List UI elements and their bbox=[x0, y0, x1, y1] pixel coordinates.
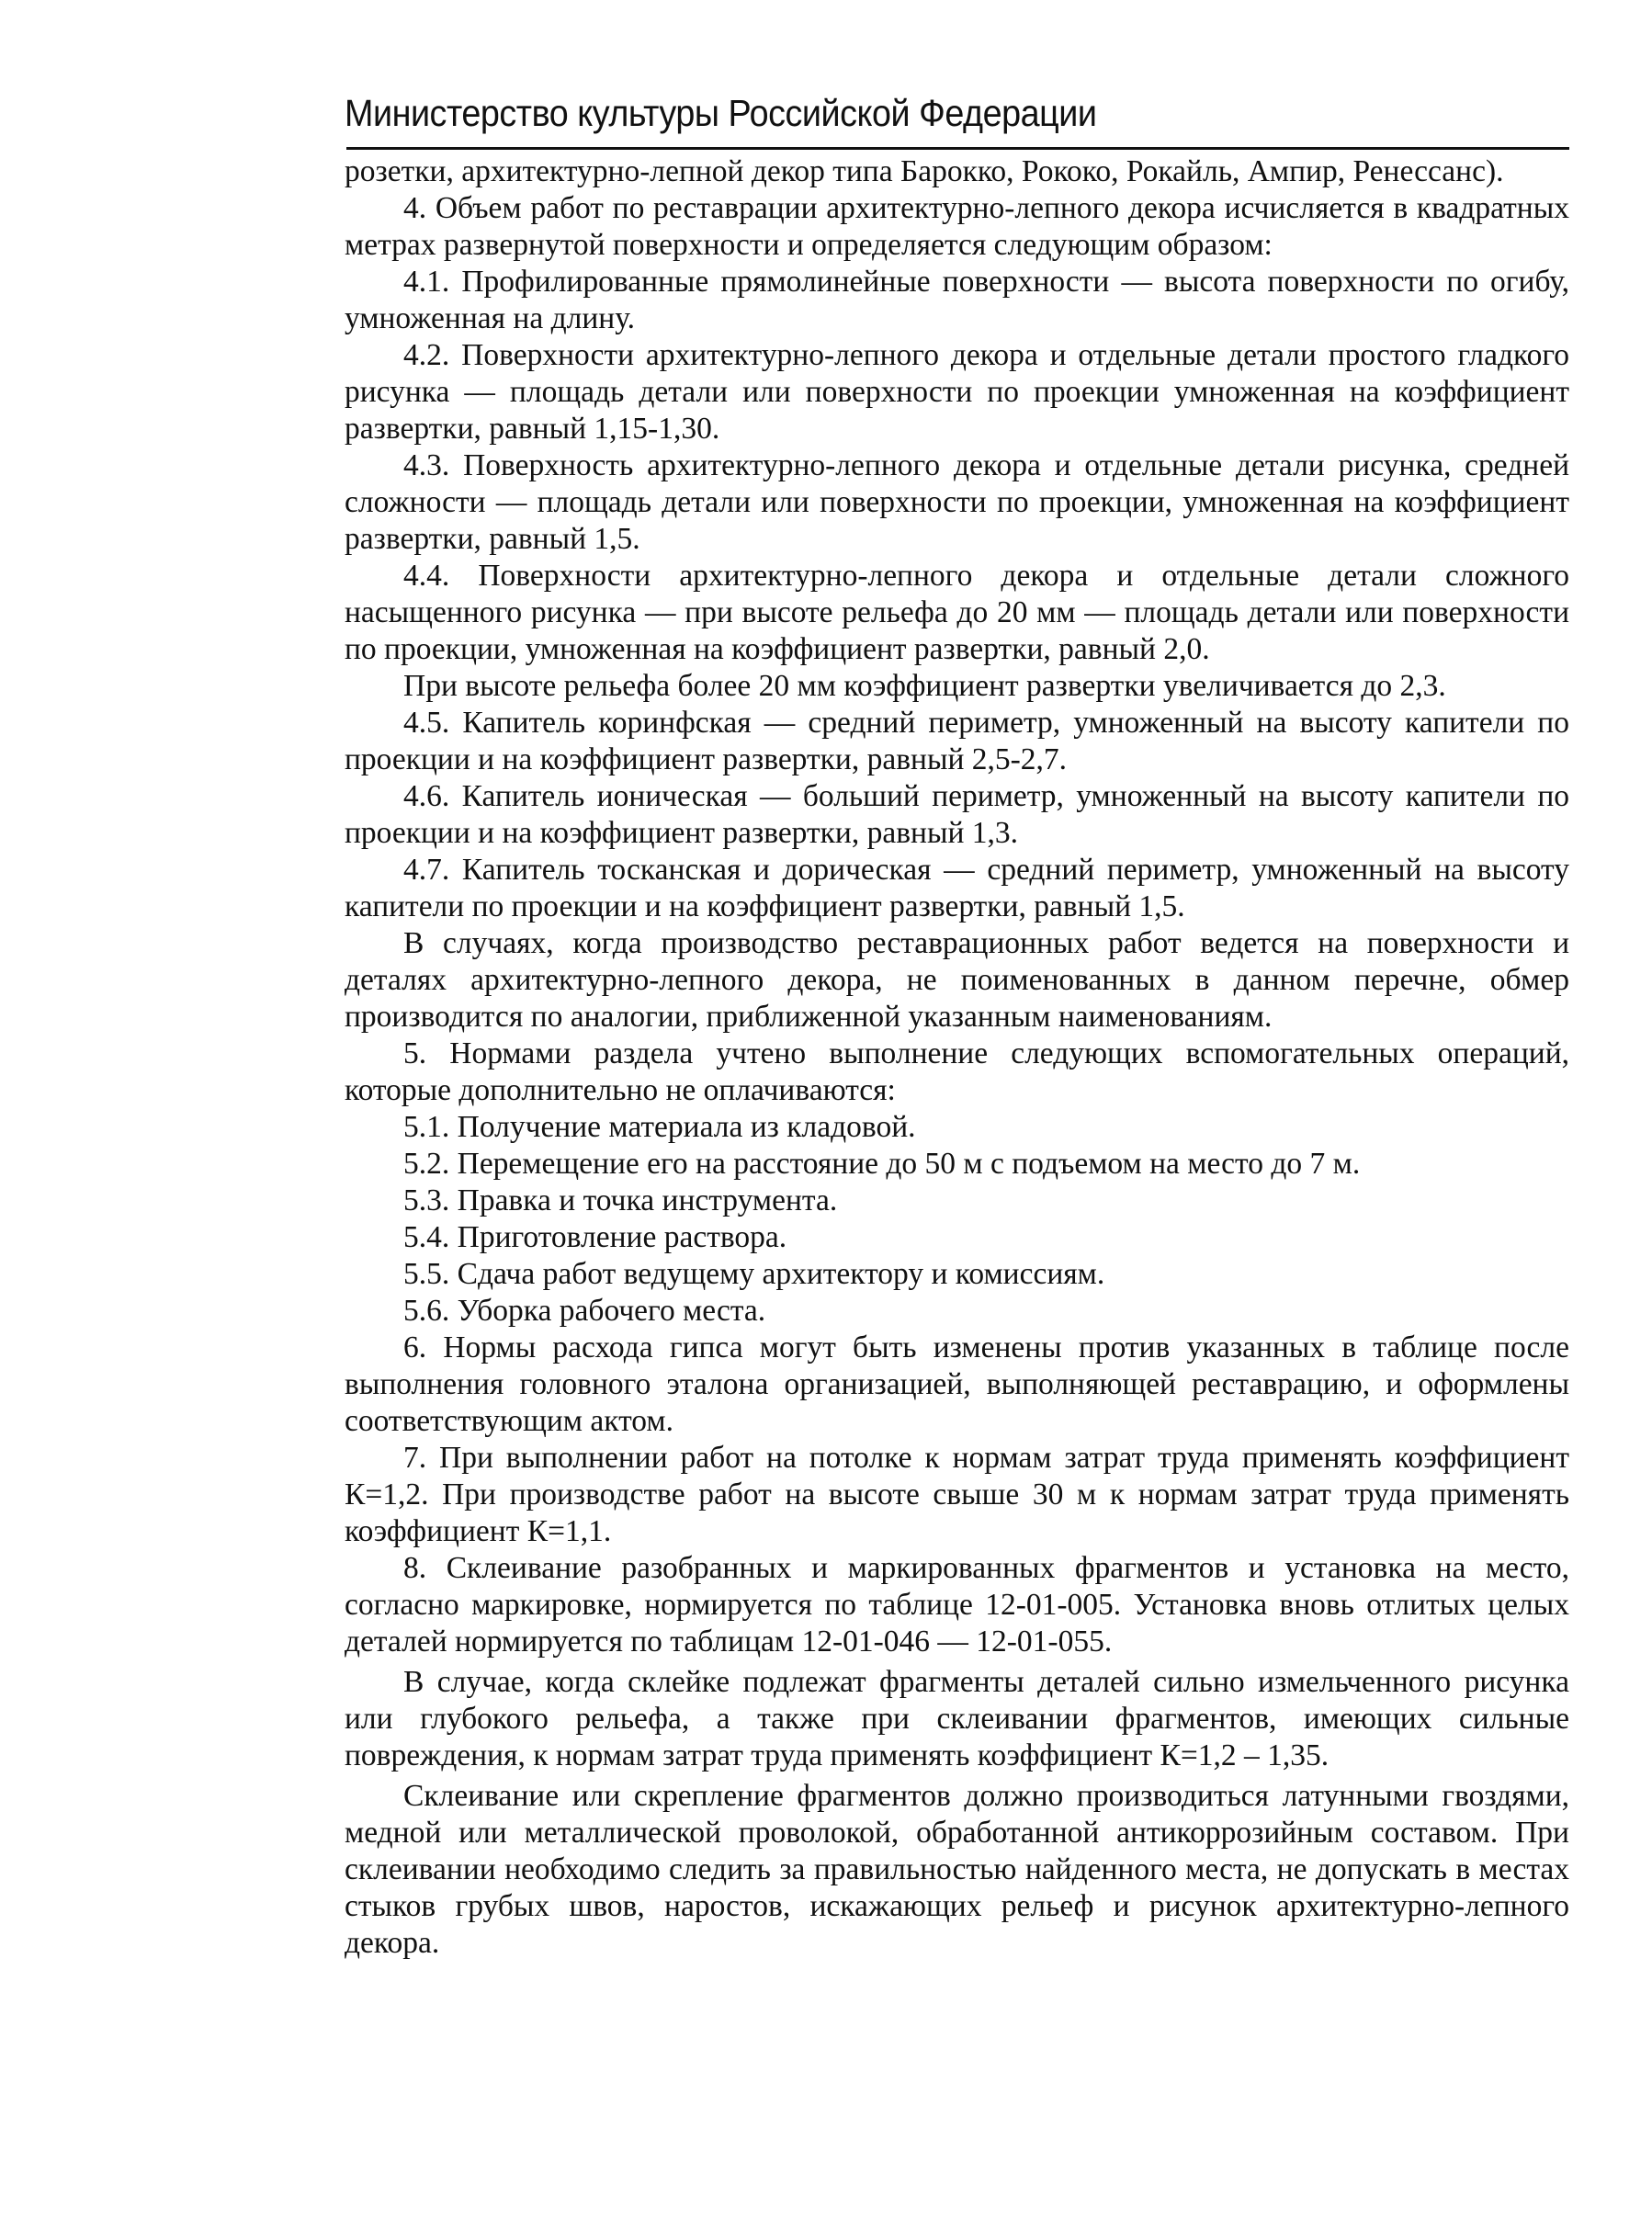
document-page bbox=[345, 90, 1569, 1962]
paragraph-gluing-coefficient: В случае, когда склейке подлежат фрагменты деталей сильно измельченного рисунка или глубокого рельефа, а также при склеивании фрагментов, имеющих сильные повреждения, к нормам затрат труда применять коэффициент К=1,2 – 1,35. bbox=[345, 1665, 1569, 1772]
paragraph-item-5-1: 5.1. Получение материала из кладовой. bbox=[403, 1110, 916, 1144]
paragraph-gluing-method: Склеивание или скрепление фрагментов должно производиться латунными гвоздями, медной или металлической проволокой, обработанной антикоррозийным составом. При склеивании необходимо следить за правильностью найденного места, не допускать в местах стыков грубых швов, наростов, искажающих рельеф и рисунок архитектурно-лепного декора. bbox=[345, 1779, 1569, 1960]
paragraph-item-5-4: 5.4. Приготовление раствора. bbox=[403, 1220, 787, 1254]
paragraph-item-5-2: 5.2. Перемещение его на расстояние до 50 м с подъемом на место до 7 м. bbox=[403, 1147, 1361, 1181]
paragraph-item-4: 4. Объем работ по реставрации архитектурно-лепного декора исчисляется в квадратных метрах развернутой поверхности и определяется следующим образом: bbox=[345, 191, 1569, 262]
paragraph-item-4-4: 4.4. Поверхности архитектурно-лепного декора и отдельные детали сложного насыщенного рисунка — при высоте рельефа до 20 мм — площадь детали или поверхности по проекции, умноженная на коэффициент развертки, равный 2,0. bbox=[345, 559, 1569, 666]
paragraph-item-7: 7. При выполнении работ на потолке к нормам затрат труда применять коэффициент К=1,2. При производстве работ на высоте свыше 30 м к нормам затрат труда применять коэффициент К=1,1. bbox=[345, 1441, 1569, 1548]
paragraph-item-5-3: 5.3. Правка и точка инструмента. bbox=[403, 1183, 838, 1217]
paragraph-item-4-5: 4.5. Капитель коринфская — средний периметр, умноженный на высоту капители по проекции и на коэффициент развертки, равный 2,5-2,7. bbox=[345, 706, 1569, 776]
running-title: Министерство культуры Российской Федерации bbox=[345, 92, 1097, 134]
paragraph-item-8: 8. Склеивание разобранных и маркированных фрагментов и установка на место, согласно маркировке, нормируется по таблице 12-01-005. Установка вновь отлитых целых деталей нормируется по таблицам 12-01-046 — 12-01-055. bbox=[345, 1551, 1569, 1659]
paragraph-item-4-2: 4.2. Поверхности архитектурно-лепного декора и отдельные детали простого гладкого рисунка — площадь детали или поверхности по проекции умноженная на коэффициент развертки, равный 1,15-1,30. bbox=[345, 338, 1569, 446]
paragraph-analogy-note: В случаях, когда производство реставрационных работ ведется на поверхности и деталях архитектурно-лепного декора, не поименованных в данном перечне, обмер производится по аналогии, приближенной указанным наименованиям. bbox=[345, 926, 1569, 1034]
paragraph-item-4-3: 4.3. Поверхность архитектурно-лепного декора и отдельные детали рисунка, средней сложности — площадь детали или поверхности по проекции, умноженная на коэффициент развертки, равный 1,5. bbox=[345, 448, 1569, 556]
header-rule bbox=[346, 147, 1569, 150]
paragraph-item-5-5: 5.5. Сдача работ ведущему архитектору и комиссиям. bbox=[403, 1257, 1105, 1291]
paragraph-relief-note: При высоте рельефа более 20 мм коэффициент развертки увеличивается до 2,3. bbox=[403, 669, 1446, 703]
paragraph-item-4-6: 4.6. Капитель ионическая — больший периметр, умноженный на высоту капители по проекции и на коэффициент развертки, равный 1,3. bbox=[345, 779, 1569, 850]
paragraph-continuation: розетки, архитектурно-лепной декор типа Барокко, Рококо, Рокайль, Ампир, Ренессанс). bbox=[345, 154, 1504, 188]
body-text bbox=[345, 153, 1569, 1962]
paragraph-item-5: 5. Нормами раздела учтено выполнение следующих вспомогательных операций, которые дополнительно не оплачиваются: bbox=[345, 1036, 1569, 1107]
paragraph-item-6: 6. Нормы расхода гипса могут быть изменены против указанных в таблице после выполнения головного эталона организацией, выполняющей реставрацию, и оформлены соответствующим актом. bbox=[345, 1330, 1569, 1438]
paragraph-item-5-6: 5.6. Уборка рабочего места. bbox=[403, 1294, 766, 1328]
paragraph-item-4-1: 4.1. Профилированные прямолинейные поверхности — высота поверхности по огибу, умноженная на длину. bbox=[345, 265, 1569, 335]
paragraph-item-4-7: 4.7. Капитель тосканская и дорическая — средний периметр, умноженный на высоту капители по проекции и на коэффициент развертки, равный 1,5. bbox=[345, 853, 1569, 923]
